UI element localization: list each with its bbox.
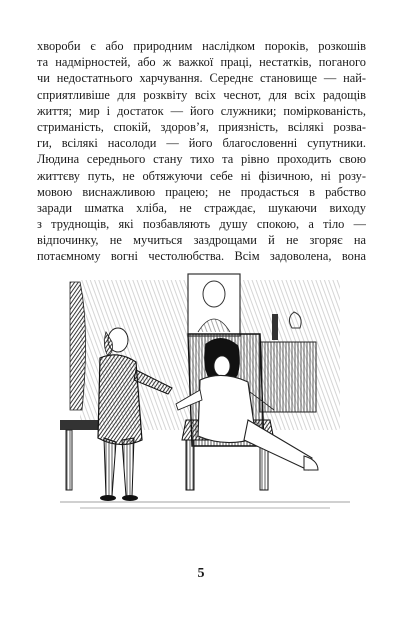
page-number: 5 [197,566,205,581]
text-line: та надмірностей, або ж важкої праці, нестатків, поганого [37,55,366,70]
text-line: потаємному вогні честолюбства. Всім задоволена, вона [37,249,366,264]
text-line: заради шматка хліба, не страждає, шукаючи виходу [37,200,366,215]
text-line: життєву путь, не обтяжуючи себе ні фізичною, ні розу- [37,168,366,183]
text-line: чи недостатнього харчування. Середнє становище — най- [37,71,366,86]
text-line: ги, всілякі насолоди — його благословенні супутники. [37,136,366,151]
text-line: з труднощів, які позбавляють душу спокою, а тіло — [37,217,366,232]
text-line: хвороби є або природним наслідком пороків, розкошів [37,39,366,53]
engraving-illustration [60,270,350,516]
text-line: життя; мир і достаток — його служники; поміркованість, [37,103,366,118]
text-line: сприятливіше для розквіту всіх чеснот, для всіх радощів [37,87,366,102]
text-line: стриманість, спокій, здоров’я, приязність, всілякі розва- [37,119,366,134]
text-line: Людина середнього стану тихо та рівно проходить свою [37,152,366,167]
body-text [37,38,366,265]
text-line: мовою виснажливою працею; не продасться в рабство [37,184,366,199]
text-line: відпочинку, не мучиться заздрощами й не згоряє на [37,233,366,248]
